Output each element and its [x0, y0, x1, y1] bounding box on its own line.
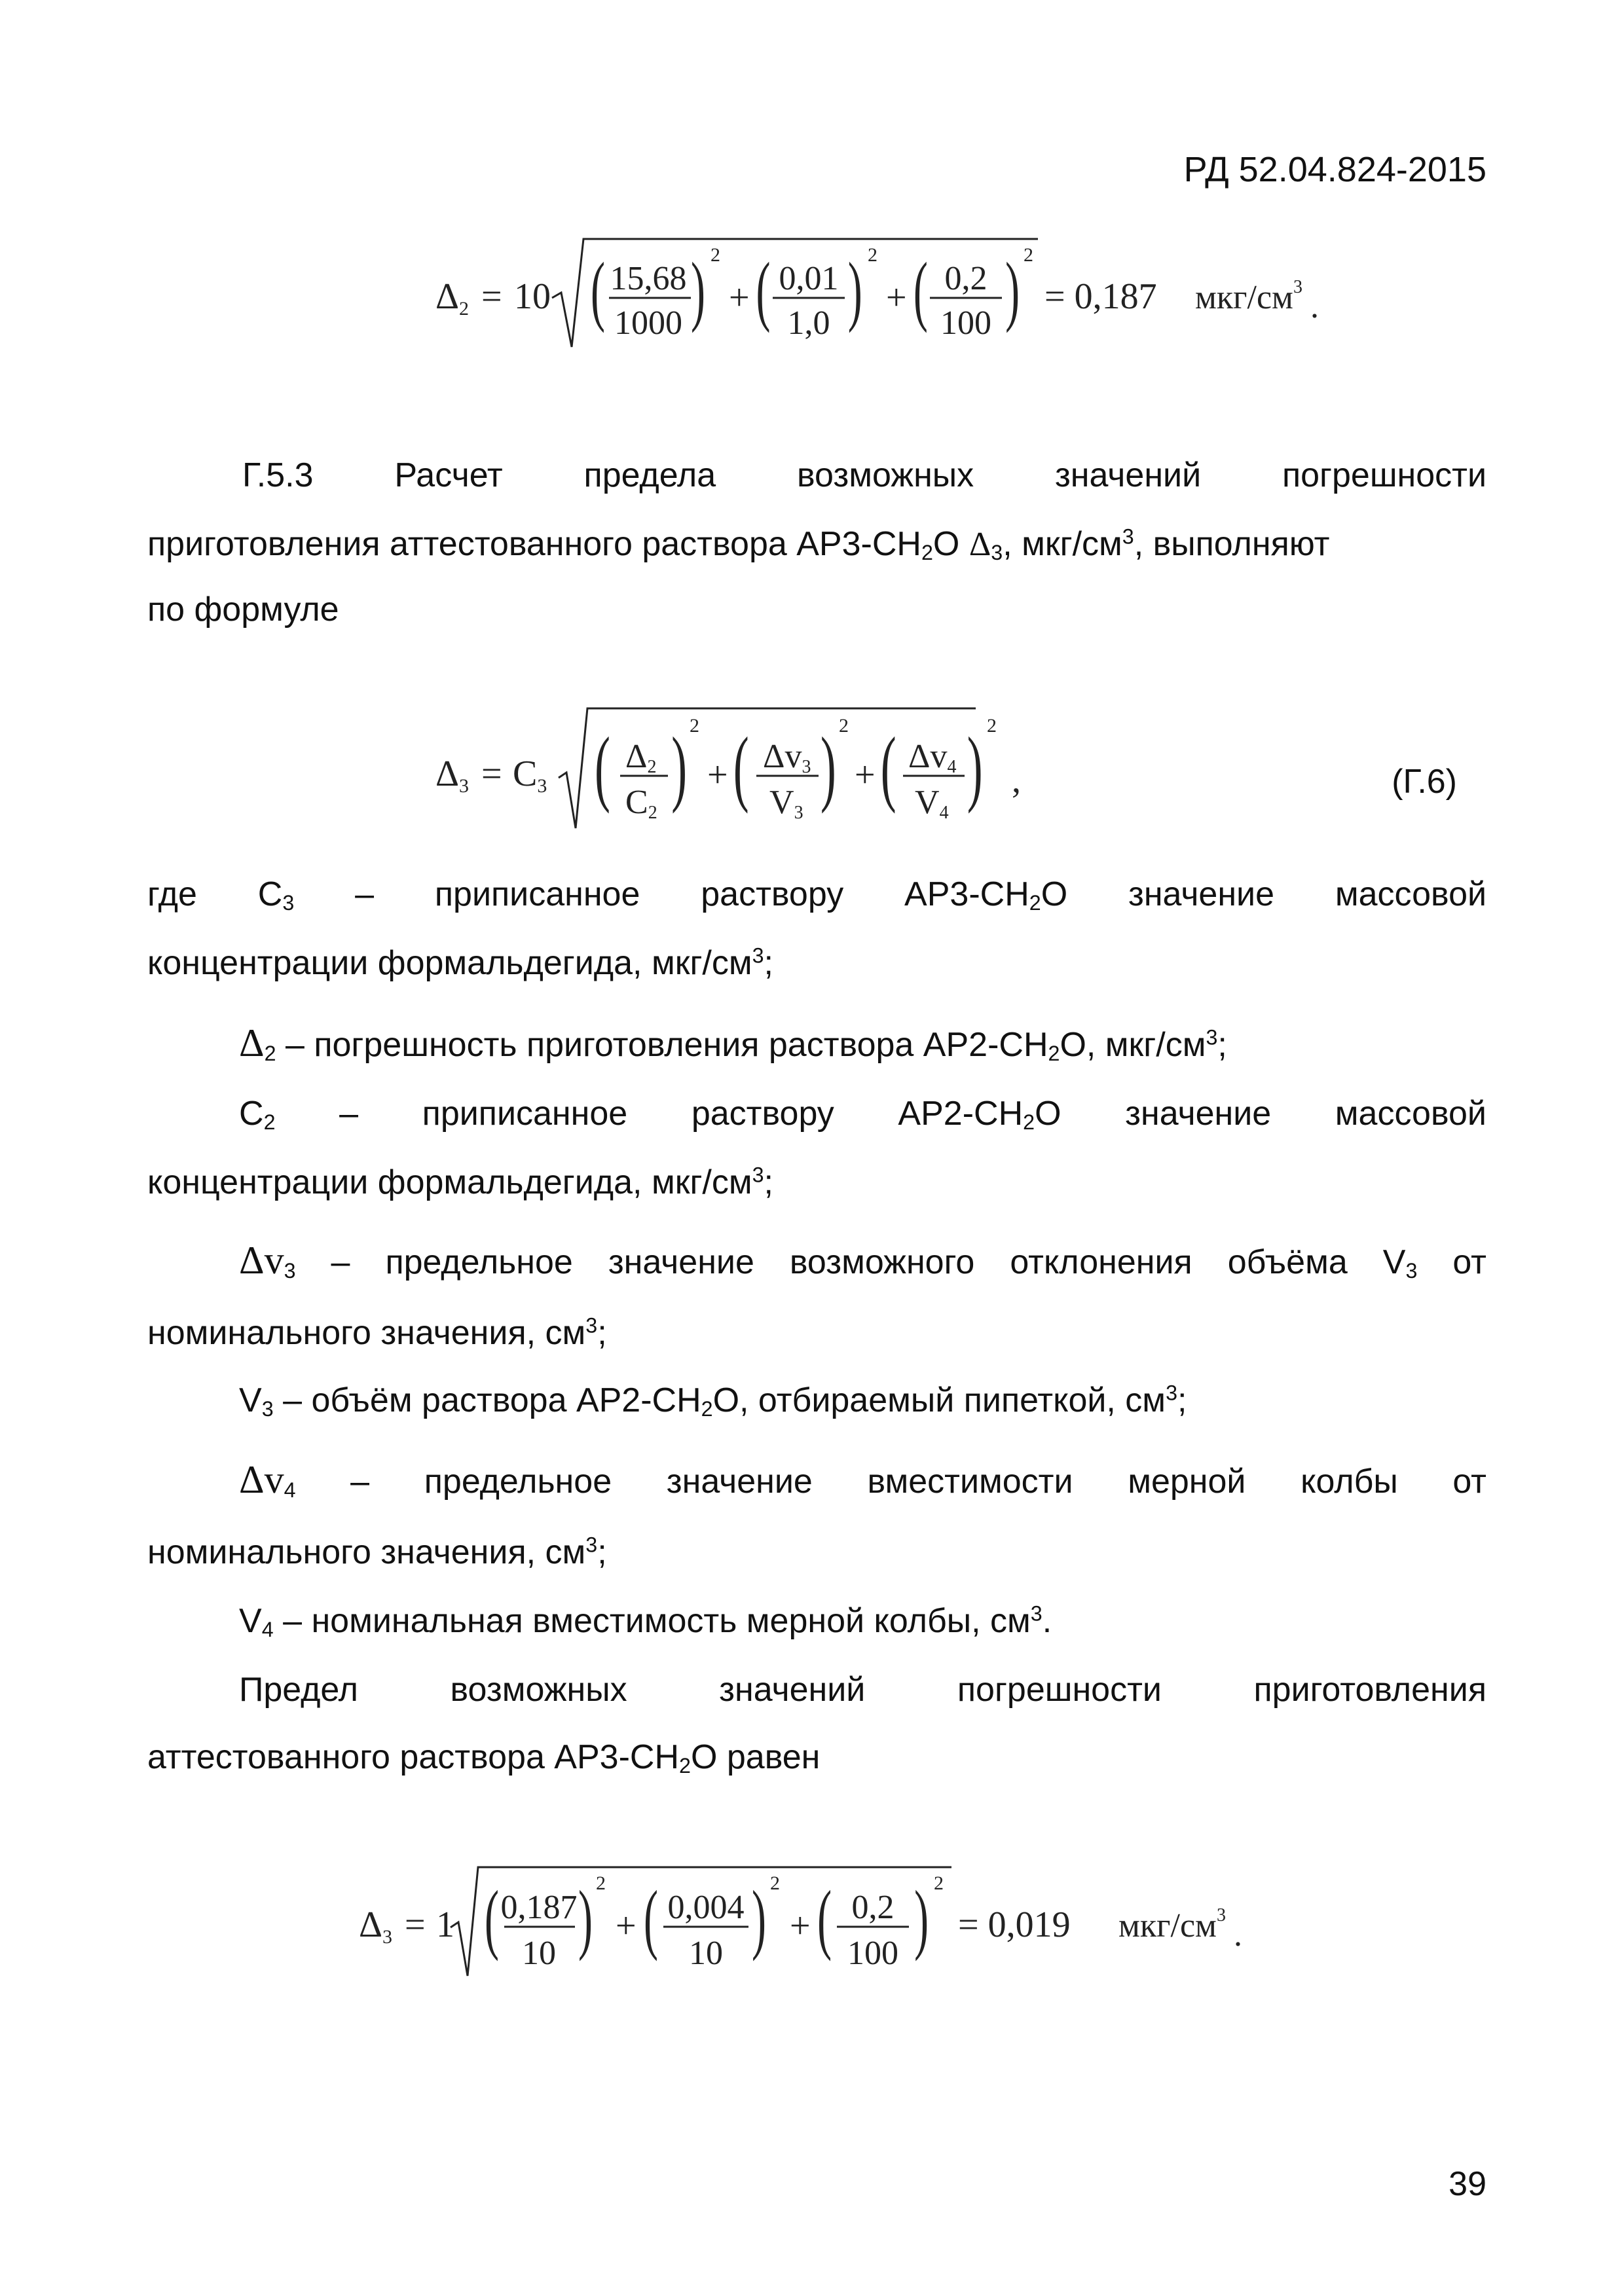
- svg-text:): ): [1005, 246, 1020, 334]
- formula-coefficient: 1: [436, 1904, 454, 1945]
- fraction-numerator: 0,2: [851, 1889, 895, 1926]
- svg-text:+: +: [855, 755, 876, 795]
- fraction-denominator: 100: [940, 304, 991, 342]
- fraction-numerator: 15,68: [610, 260, 687, 297]
- exponent: 2: [868, 244, 877, 266]
- fraction-numerator: 0,2: [944, 260, 987, 297]
- svg-text:Δ2: Δ2: [625, 738, 657, 777]
- exponent: 2: [596, 1872, 606, 1894]
- svg-text:): ): [578, 1874, 593, 1962]
- formula-g6: [435, 694, 1025, 838]
- definition-c2-cont: концентрации формальдегида, мкг/$см^3$;: [147, 1163, 773, 1201]
- svg-text:): ): [914, 1874, 929, 1962]
- svg-text:V3: V3: [769, 784, 803, 823]
- definition-v4: $V_4$ – номинальная вместимость мерной колбы, $см^3$.: [239, 1601, 1052, 1642]
- svg-text:(: (: [484, 1874, 499, 1962]
- svg-text:Δv3: Δv3: [763, 738, 811, 777]
- svg-text:Δv4: Δv4: [908, 738, 957, 777]
- formula-lhs: Δ: [435, 754, 460, 794]
- definition-v3: $V_3$ – объём раствора $АР2-СН_2О$, отбираемый пипеткой, $см^3$;: [239, 1381, 1187, 1421]
- svg-text:+: +: [790, 1906, 811, 1946]
- formula-coefficient: C3: [513, 754, 547, 797]
- formula-lhs: Δ: [359, 1904, 383, 1945]
- formula-lhs: Δ: [435, 276, 460, 317]
- svg-text:=: =: [481, 754, 502, 794]
- svg-text:V4: V4: [915, 784, 949, 823]
- fraction-denominator: 1,0: [787, 304, 830, 342]
- svg-text:): ): [967, 720, 983, 814]
- definition-dv4: $\Delta v_4$ – предельное значение вместимости мерной колбы от: [239, 1458, 1486, 1503]
- svg-text:Δ3: Δ3: [359, 1904, 393, 1948]
- svg-text:): ): [847, 246, 862, 334]
- formula-unit: мкг/$см^3$.: [1118, 1905, 1242, 1954]
- svg-text:(: (: [880, 720, 896, 814]
- fraction-denominator: 100: [847, 1935, 898, 1972]
- definition-c2: $С_2$ – приписанное раствору $АР2-СН_2О$ значение массовой: [239, 1095, 1486, 1135]
- conclusion-line: аттестованного раствора $АР3-СН_2О$ равен: [147, 1738, 821, 1778]
- section-text-line: приготовления аттестованного раствора $АР3-СН_2О$ $\Delta_3$, мкг/$см^3$, выполняют: [147, 524, 1330, 565]
- svg-text:+: +: [707, 755, 728, 795]
- formula-delta2-calculation: [435, 232, 1352, 357]
- exponent: 2: [934, 1872, 944, 1894]
- formula-result: = 0,187: [1044, 276, 1157, 317]
- page-number: 39: [1449, 2165, 1486, 2203]
- formula-unit: мкг/$см^3$.: [1195, 277, 1319, 325]
- exponent: 2: [770, 1872, 780, 1894]
- fraction-numerator: 0,187: [500, 1889, 578, 1926]
- fraction-denominator: 10: [689, 1935, 723, 1972]
- definition-dv4-cont: номинального значения, $см^3$;: [147, 1533, 607, 1571]
- svg-text:Δ2: Δ2: [435, 276, 470, 319]
- svg-text:+: +: [616, 1906, 637, 1946]
- svg-text:Δ3: Δ3: [435, 754, 470, 797]
- formula-label: (Г.6): [1392, 763, 1457, 801]
- svg-text:(: (: [913, 246, 928, 334]
- svg-text:,: ,: [1012, 760, 1021, 801]
- formula-result: = 0,019: [958, 1904, 1071, 1945]
- svg-text:(: (: [595, 720, 610, 814]
- svg-text:+: +: [729, 278, 750, 318]
- svg-text:C2: C2: [625, 784, 657, 823]
- svg-text:=: =: [481, 276, 502, 317]
- definition-dv3-cont: номинального значения, $см^3$;: [147, 1313, 607, 1352]
- definition-delta2: $\Delta_2$ – погрешность приготовления раствора $АР2-СН_2О$, мкг/$см^3$;: [239, 1021, 1227, 1066]
- section-text-line: по формуле: [147, 591, 339, 629]
- svg-text:): ): [690, 246, 705, 334]
- svg-text:2: 2: [987, 715, 997, 737]
- exponent: 2: [710, 244, 720, 266]
- svg-text:+: +: [886, 278, 907, 318]
- svg-text:2: 2: [839, 715, 849, 737]
- document-number: РД 52.04.824-2015: [1183, 150, 1486, 189]
- fraction-numerator: 0,004: [667, 1889, 745, 1926]
- formula-delta3-calculation: [359, 1859, 1308, 1990]
- section-heading-line: Г.5.3 Расчет предела возможных значений погрешности: [242, 456, 1487, 494]
- fraction-numerator: 0,01: [779, 260, 839, 297]
- exponent: 2: [1024, 244, 1033, 266]
- fraction-denominator: 1000: [614, 304, 682, 342]
- svg-text:): ): [752, 1874, 767, 1962]
- svg-text:(: (: [817, 1874, 832, 1962]
- svg-text:=: =: [405, 1904, 426, 1945]
- definition-c3-cont: концентрации формальдегида, мкг/$см^3$;: [147, 943, 773, 982]
- svg-text:2: 2: [690, 715, 699, 737]
- formula-coefficient: 10: [514, 276, 551, 317]
- svg-text:(: (: [756, 246, 771, 334]
- svg-text:(: (: [733, 720, 749, 814]
- conclusion-line: Предел возможных значений погрешности приготовления: [239, 1671, 1486, 1709]
- svg-text:(: (: [591, 246, 606, 334]
- svg-text:): ): [820, 720, 836, 814]
- definition-dv3: $\Delta v_3$ – предельное значение возможного отклонения объёма $V_3$ от: [239, 1239, 1486, 1283]
- fraction-denominator: 10: [522, 1935, 556, 1972]
- definition-c3: где $С_3$ – приписанное раствору $АР3-СН_2О$ значение массовой: [147, 875, 1487, 915]
- svg-text:(: (: [644, 1874, 659, 1962]
- svg-text:): ): [671, 720, 688, 814]
